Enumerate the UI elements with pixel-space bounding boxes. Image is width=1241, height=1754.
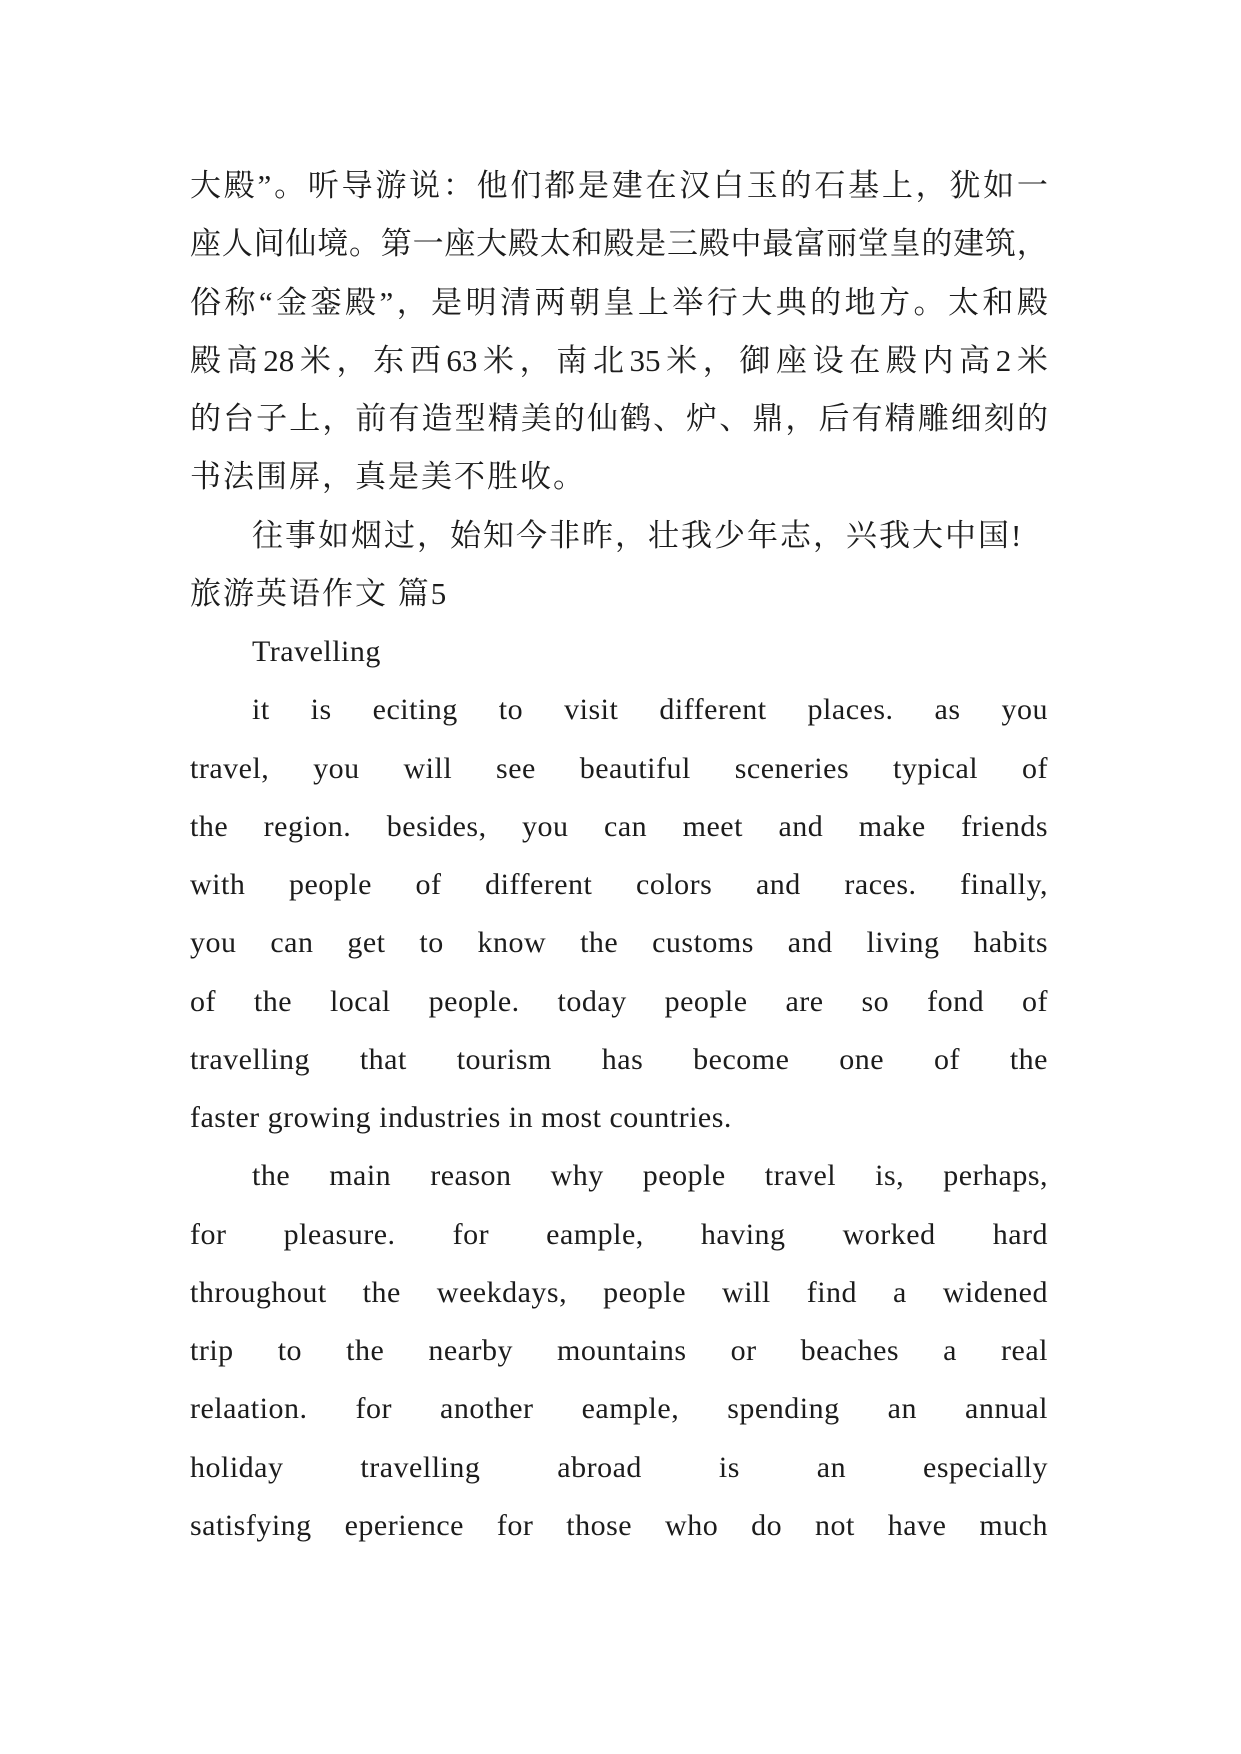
text-glyph: 有	[388, 401, 420, 436]
text-glyph: 三	[666, 226, 698, 262]
text-glyph: 殿	[603, 226, 635, 262]
text-glyph: 内	[922, 342, 954, 378]
text-glyph: 说	[409, 168, 441, 203]
text-line: it is eciting to visit different places. as you	[252, 693, 1048, 727]
text-line	[190, 390, 1048, 448]
text-glyph: ：	[442, 168, 474, 203]
text-line: 往事如烟过，始知今非昨，壮我少年志，兴我大中国!	[252, 517, 1024, 553]
text-glyph: 们	[510, 168, 542, 203]
text-glyph: 台	[223, 401, 255, 436]
text-glyph: 北	[592, 342, 624, 378]
text-glyph: 有	[851, 401, 883, 436]
text-line: 书法围屏，真是美不胜收。	[190, 459, 586, 495]
text-glyph: 63	[446, 342, 478, 378]
text-glyph: 高	[226, 342, 258, 378]
text-glyph: 基	[848, 168, 880, 203]
text-glyph: 一	[1016, 168, 1048, 203]
text-glyph: 后	[818, 401, 850, 436]
text-glyph: ，	[785, 401, 817, 436]
text-line	[190, 157, 1048, 215]
text-glyph: 如	[983, 168, 1015, 203]
text-glyph: 殿	[507, 226, 539, 262]
text-glyph: 举	[672, 284, 704, 320]
text-glyph: 两	[534, 284, 566, 320]
text-glyph: 鹤	[620, 401, 652, 436]
text-glyph: 雕	[917, 401, 949, 436]
text-glyph: 方	[879, 284, 911, 320]
text-line: with people of different colors and races. finally,	[190, 868, 1048, 901]
text-line: the main reason why people travel is, perhaps,	[252, 1159, 1048, 1193]
text-line: throughout the weekdays, people will find a widened	[190, 1275, 1048, 1309]
text-glyph: 的	[1016, 401, 1048, 436]
text-glyph: 石	[814, 168, 846, 203]
text-glyph: 座	[190, 226, 221, 262]
text-glyph: 的	[810, 284, 842, 320]
text-line: relaation. for another eample, spending an annual	[190, 1392, 1048, 1426]
text-glyph: 仙	[586, 401, 618, 436]
document-text-block	[190, 157, 1048, 1555]
text-glyph: 他	[476, 168, 508, 203]
text-glyph: 是	[577, 168, 609, 203]
text-glyph: 称	[224, 284, 256, 320]
text-glyph: 的	[780, 168, 812, 203]
text-glyph: 富	[794, 226, 826, 262]
essay-title-line: Travelling	[252, 635, 381, 668]
text-glyph: 座	[444, 226, 476, 262]
text-glyph: 皇	[603, 284, 635, 320]
text-glyph: 大	[741, 284, 773, 320]
text-line: holiday travelling abroad is an especially	[190, 1450, 1048, 1484]
text-glyph: ，	[519, 342, 551, 378]
text-glyph: 米	[483, 342, 514, 378]
text-glyph: ，	[915, 168, 947, 203]
text-glyph: 建	[953, 226, 985, 262]
text-glyph: 精	[884, 401, 916, 436]
section-heading-line: 旅游英语作文 篇5	[190, 575, 449, 611]
text-glyph: ，	[322, 401, 354, 436]
text-glyph: 一	[412, 226, 444, 262]
text-glyph: 米	[299, 342, 331, 378]
text-glyph: 南	[556, 342, 588, 378]
text-glyph: 最	[762, 226, 794, 262]
text-glyph: 间	[253, 226, 285, 262]
text-glyph: 皇	[889, 226, 921, 262]
text-glyph: 上	[637, 284, 669, 320]
text-glyph: 建	[611, 168, 643, 203]
text-glyph: 玉	[746, 168, 778, 203]
text-glyph: 太	[947, 284, 979, 320]
text-glyph: 典	[775, 284, 807, 320]
text-glyph: 米	[1016, 342, 1048, 378]
text-glyph: 殿	[885, 342, 917, 378]
text-glyph: 和	[571, 226, 603, 262]
text-line	[190, 332, 1048, 390]
text-line: faster growing industries in most countries.	[190, 1101, 732, 1134]
text-glyph: 设	[812, 342, 844, 378]
text-glyph: 28	[263, 342, 295, 378]
text-glyph: 子	[256, 401, 288, 436]
text-glyph: 。	[348, 226, 380, 262]
text-glyph: 35	[629, 342, 661, 378]
text-glyph: 大	[476, 226, 508, 262]
text-glyph: 型	[454, 401, 486, 436]
text-glyph: 。	[913, 284, 945, 320]
text-glyph: 上	[289, 401, 321, 436]
text-glyph: 大	[190, 168, 221, 203]
text-line: the region. besides, you can meet and make friends	[190, 809, 1048, 843]
text-glyph: 的	[553, 401, 585, 436]
text-line: for pleasure. for eample, having worked hard	[190, 1217, 1048, 1251]
text-glyph: 明	[465, 284, 497, 320]
text-glyph: 上	[881, 168, 913, 203]
text-glyph: 筑	[984, 226, 1016, 262]
text-glyph: 金	[276, 284, 308, 320]
text-glyph: 殿	[190, 342, 221, 378]
text-glyph: 是	[635, 226, 667, 262]
text-glyph: 米	[666, 342, 698, 378]
text-glyph: 境	[317, 226, 349, 262]
text-glyph: 高	[959, 342, 991, 378]
text-line: trip to the nearby mountains or beaches a real	[190, 1334, 1048, 1367]
text-glyph: 人	[221, 226, 253, 262]
text-glyph: “	[258, 284, 273, 320]
text-glyph: 鼎	[752, 401, 784, 436]
text-glyph: ”	[379, 284, 394, 320]
text-glyph: 在	[849, 342, 881, 378]
text-glyph: 行	[706, 284, 738, 320]
text-glyph: 銮	[310, 284, 342, 320]
text-glyph: 造	[421, 401, 453, 436]
text-line: you can get to know the customs and living habits	[190, 926, 1048, 960]
text-glyph: 是	[431, 284, 463, 320]
text-glyph: 中	[730, 226, 762, 262]
text-glyph: 太	[539, 226, 571, 262]
text-line: travelling that tourism has become one of the	[190, 1042, 1048, 1076]
text-glyph: 殿	[345, 284, 377, 320]
text-glyph: 西	[409, 342, 441, 378]
text-glyph: 炉	[686, 401, 718, 436]
text-glyph: 细	[950, 401, 982, 436]
text-glyph: 在	[645, 168, 677, 203]
text-glyph: ”	[257, 168, 272, 203]
text-glyph: 的	[921, 226, 953, 262]
text-glyph: 清	[500, 284, 532, 320]
text-glyph: 精	[487, 401, 519, 436]
text-glyph: 、	[719, 401, 751, 436]
text-glyph: 俗	[190, 284, 221, 320]
text-glyph: 刻	[983, 401, 1015, 436]
text-glyph: 听	[307, 168, 339, 203]
text-line: of the local people. today people are so fond of	[190, 984, 1048, 1018]
text-glyph: 殿	[698, 226, 730, 262]
text-line: satisfying eperience for those who do not have much	[190, 1508, 1048, 1542]
text-glyph: ，	[1016, 226, 1048, 262]
text-line	[190, 274, 1048, 332]
text-glyph: 第	[380, 226, 412, 262]
text-glyph: 白	[713, 168, 745, 203]
text-glyph: 和	[982, 284, 1014, 320]
text-glyph: 殿	[1016, 284, 1048, 320]
text-glyph: ，	[336, 342, 368, 378]
text-line: travel, you will see beautiful sceneries typical of	[190, 751, 1048, 785]
text-line	[190, 215, 1048, 273]
text-glyph: ，	[702, 342, 734, 378]
text-glyph: 。	[274, 168, 306, 203]
text-glyph: 地	[844, 284, 876, 320]
text-glyph: 导	[341, 168, 373, 203]
text-glyph: 御	[739, 342, 771, 378]
text-glyph: 游	[375, 168, 407, 203]
text-glyph: ，	[396, 284, 428, 320]
text-glyph: 汉	[679, 168, 711, 203]
text-glyph: 的	[190, 401, 221, 436]
text-glyph: 丽	[825, 226, 857, 262]
text-glyph: 仙	[285, 226, 317, 262]
text-glyph: 、	[653, 401, 685, 436]
text-glyph: 2	[995, 342, 1012, 378]
text-glyph: 前	[355, 401, 387, 436]
text-glyph: 朝	[568, 284, 600, 320]
text-glyph: 殿	[223, 168, 255, 203]
text-glyph: 犹	[949, 168, 981, 203]
text-glyph: 堂	[857, 226, 889, 262]
text-glyph: 东	[373, 342, 405, 378]
text-glyph: 都	[544, 168, 576, 203]
text-glyph: 美	[520, 401, 552, 436]
text-glyph: 座	[776, 342, 807, 378]
